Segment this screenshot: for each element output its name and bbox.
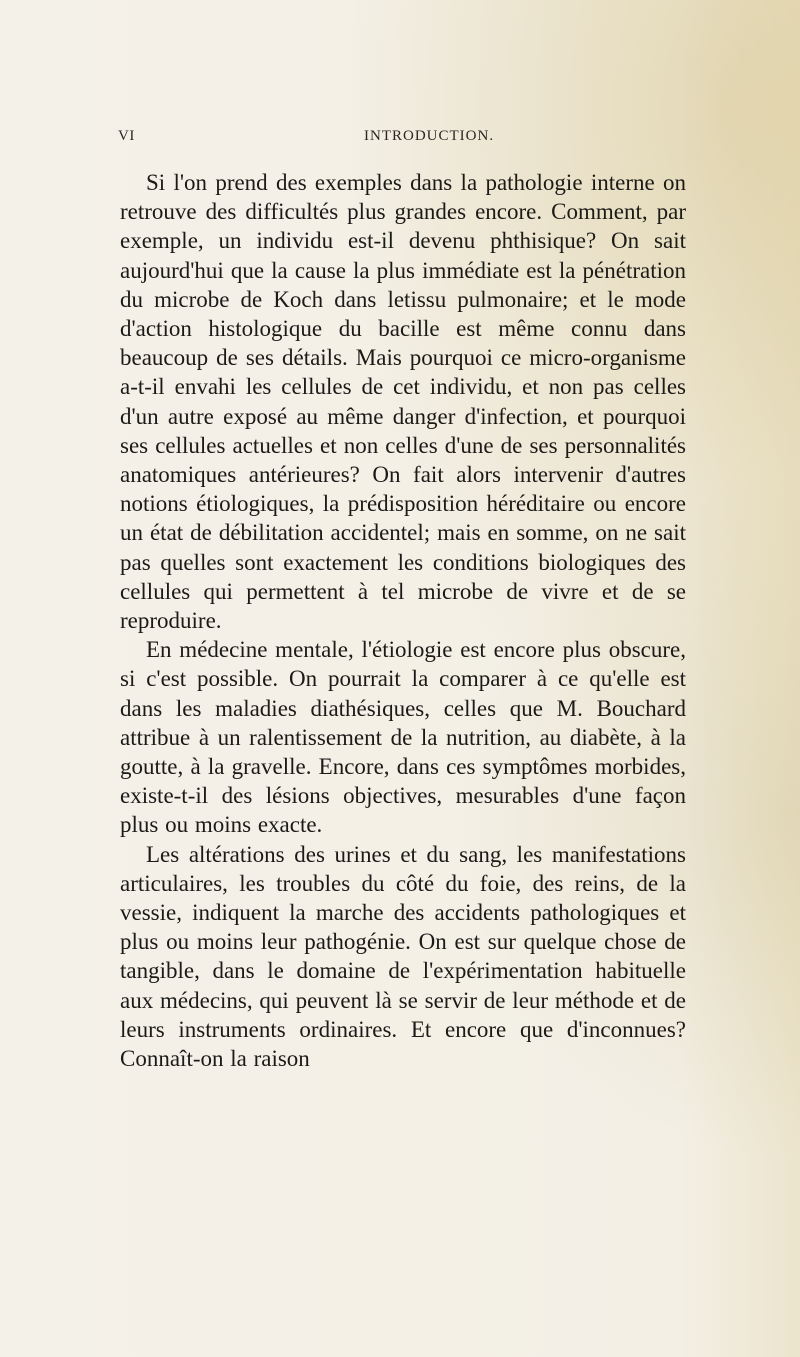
body-text — [120, 168, 686, 1073]
running-head — [118, 128, 678, 150]
paragraph-pathologie-interne: Si l'on prend des exemples dans la pathologie interne on retrouve des difficultés plus grandes encore. Comment, par exemple, un individu est-il devenu phthisique? On sait aujourd'hui que la cause la plus immédiate est la pénétration du microbe de Koch dans letissu pulmonaire; et le mode d'action histologique du bacille est même connu dans beaucoup de ses détails. Mais pourquoi ce micro-organisme a-t-il envahi les cellules de cet individu, et non pas celles d'un autre exposé au même danger d'infection, et pourquoi ses cellules actuelles et non celles d'une de ses personnalités anatomiques antérieures? On fait alors intervenir d'autres notions étiologiques, la prédisposition héréditaire ou encore un état de débilitation accidentel; mais en somme, on ne sait pas quelles sont exactement les conditions biologiques des cellules qui permettent à tel microbe de vivre et de se reproduire. — [120, 170, 686, 634]
paragraph-medecine-mentale: En médecine mentale, l'étiologie est encore plus obscure, si c'est possible. On pourrait la comparer à ce qu'elle est dans les maladies diathésiques, celles que M. Bouchard attribue à un ralentissement de la nutrition, au diabète, à la goutte, à la gravelle. Encore, dans ces symptômes morbides, existe-t-il des lésions objectives, mesurables d'une façon plus ou moins exacte. — [120, 637, 686, 838]
paragraph-alterations: Les altérations des urines et du sang, les manifestations articulaires, les troubles du côté du foie, des reins, de la vessie, indiquent la marche des accidents pathologiques et plus ou moins leur pathogénie. On est sur quelque chose de tangible, dans le domaine de l'expérimentation habituelle aux médecins, qui peuvent là se servir de leur méthode et de leurs instruments ordinaires. Et encore que d'inconnues? Connaît-on la raison — [120, 841, 686, 1072]
page-number: VI — [118, 128, 135, 144]
running-title: INTRODUCTION. — [364, 128, 495, 144]
